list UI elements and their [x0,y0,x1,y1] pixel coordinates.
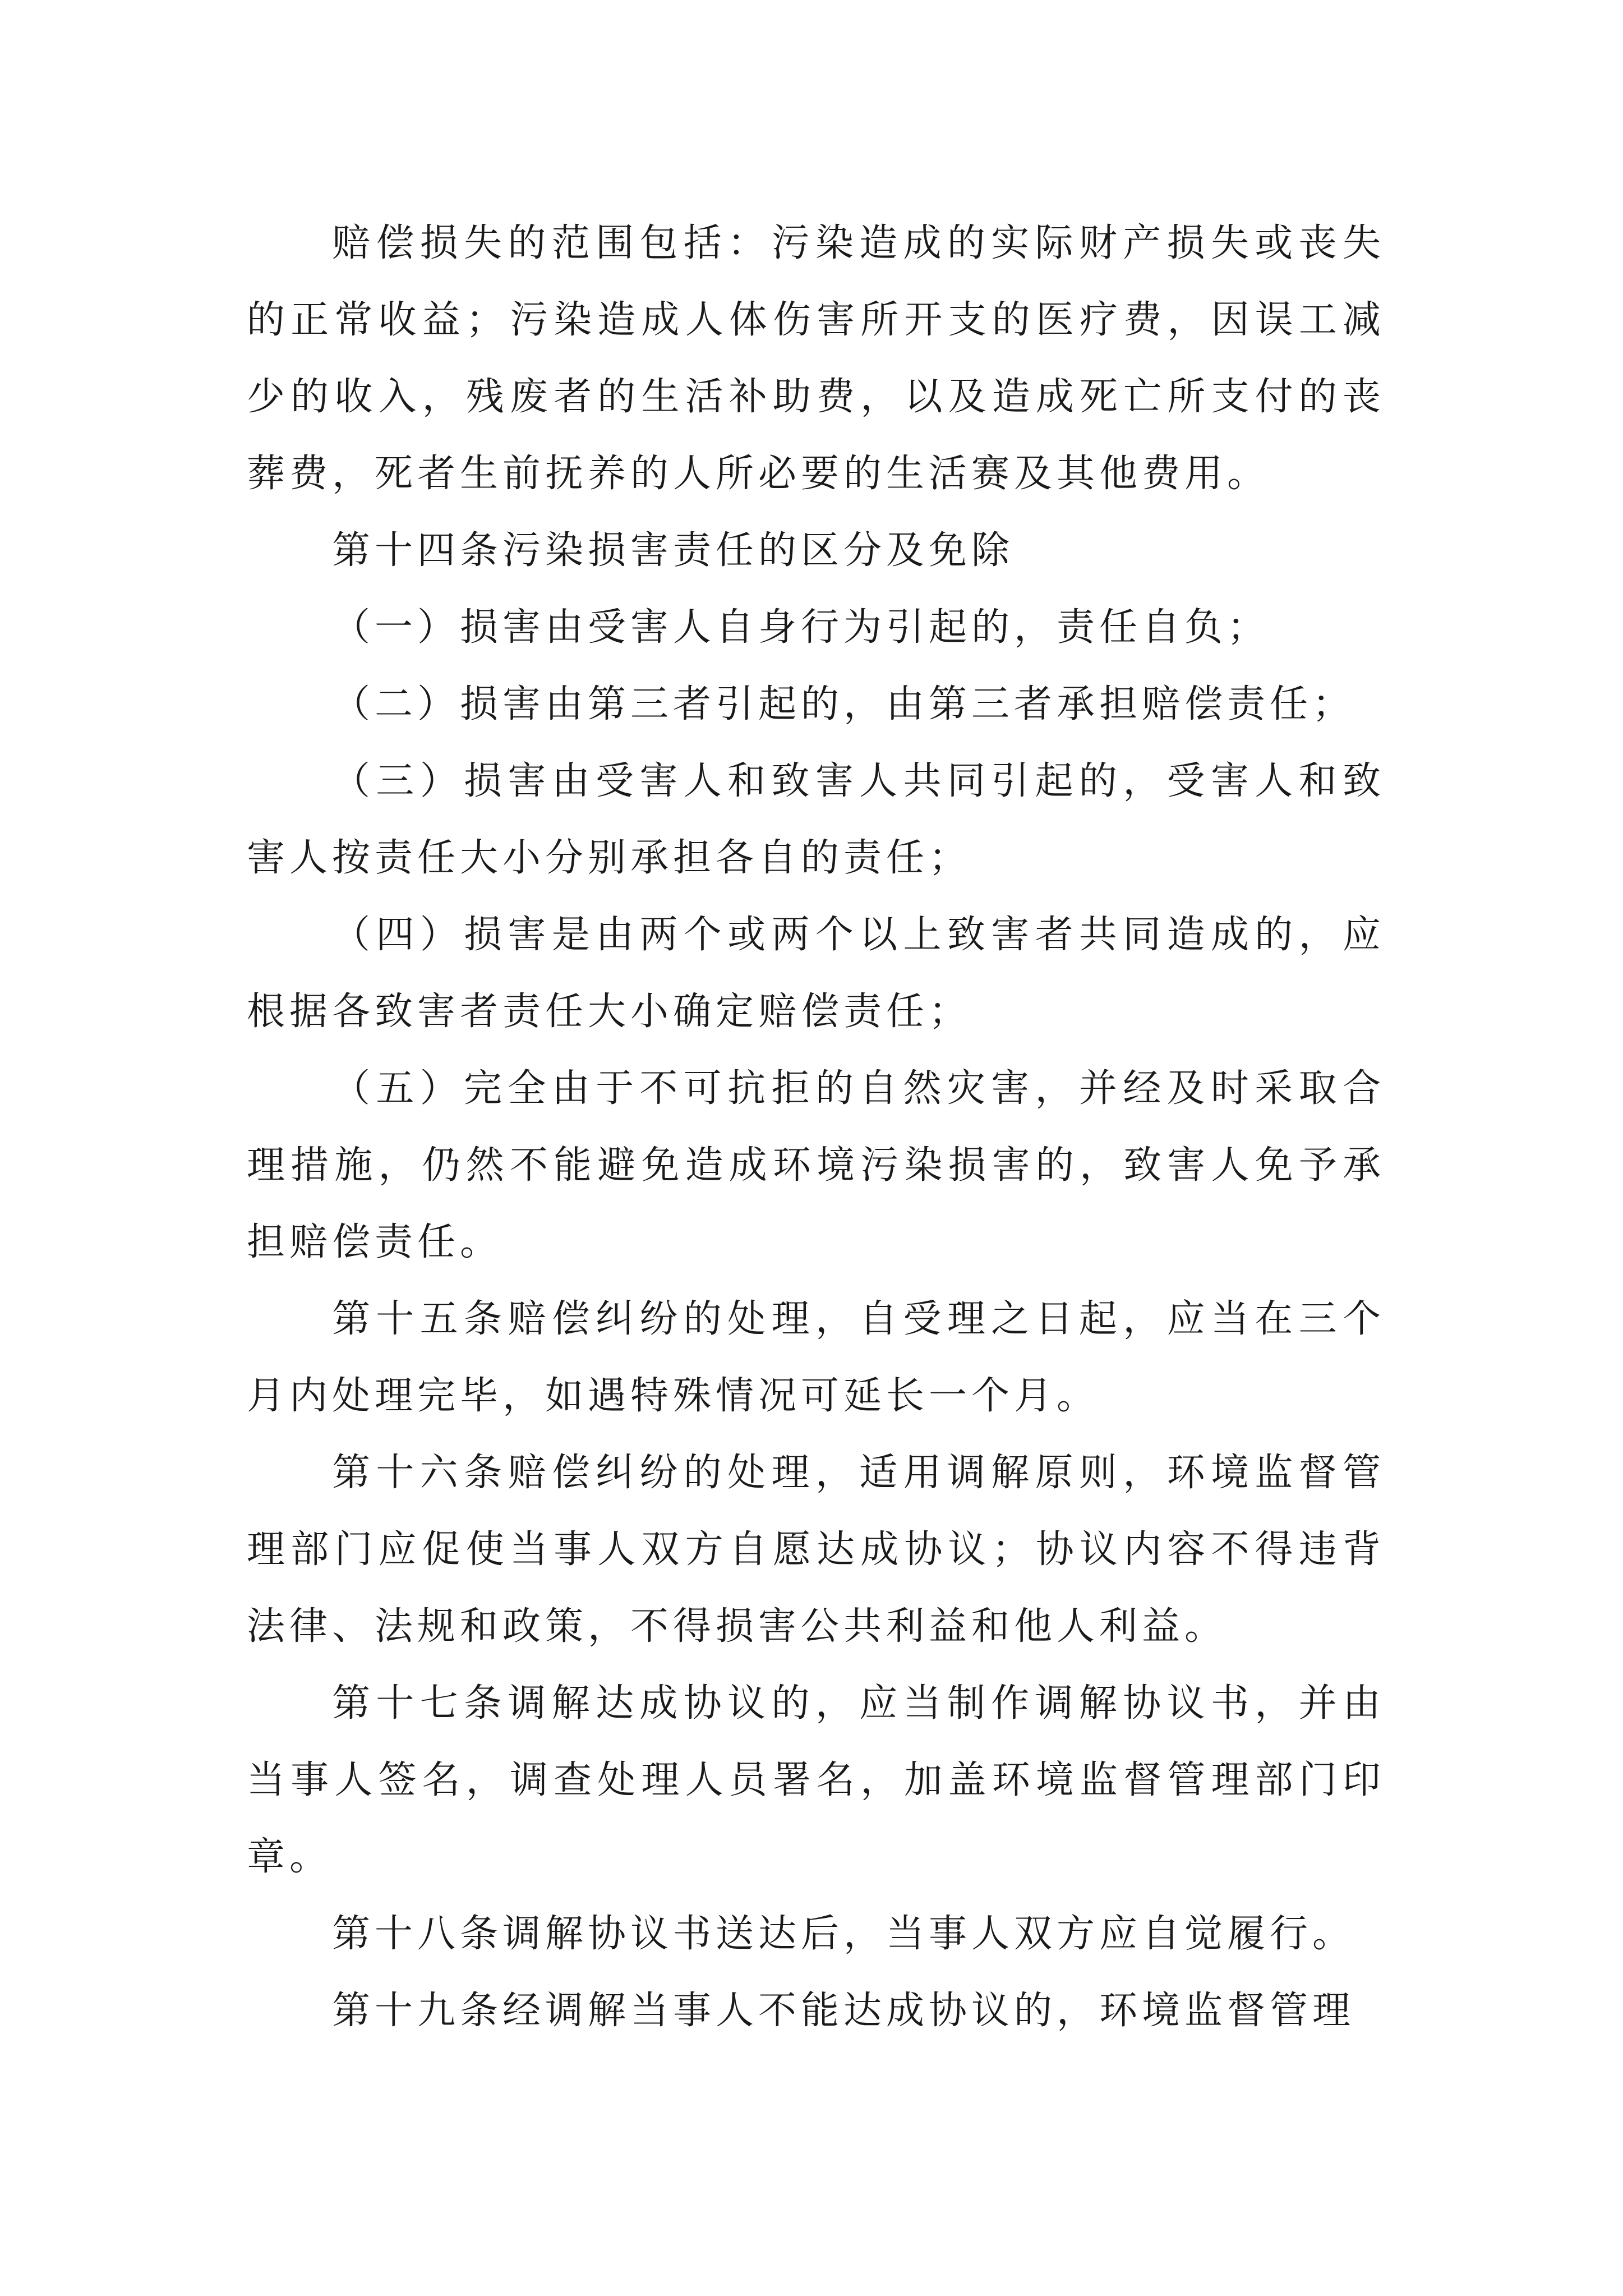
paragraph-item-2: （二）损害由第三者引起的，由第三者承担赔偿责任； [332,682,1355,726]
paragraph-article-17: 第十七条调解达成协议的，应当制作调解协议书，并由当事人签名，调查处理人员署名，加盖环境监督管理部门印章。 [247,1681,1385,1879]
paragraph-item-4: （四）损害是由两个或两个以上致害者共同造成的，应根据各致害者责任大小确定赔偿责任； [247,913,1385,1034]
paragraph-article-19: 第十九条经调解当事人不能达成协议的，环境监督管理 [332,1989,1355,2033]
paragraph-item-5: （五）完全由于不可抗拒的自然灾害，并经及时采取合理措施，仍然不能避免造成环境污染损害的，致害人免予承担赔偿责任。 [247,1066,1385,1264]
document-body [247,205,1385,2049]
paragraph-item-3: （三）损害由受害人和致害人共同引起的，受害人和致害人按责任大小分别承担各自的责任； [247,759,1385,880]
paragraph-article-18: 第十八条调解协议书送达后，当事人双方应自觉履行。 [332,1912,1355,1956]
paragraph-article-15: 第十五条赔偿纠纷的处理，自受理之日起，应当在三个月内处理完毕，如遇特殊情况可延长一个月。 [247,1297,1385,1418]
paragraph-compensation-scope: 赔偿损失的范围包括：污染造成的实际财产损失或丧失的正常收益；污染造成人体伤害所开支的医疗费，因误工减少的收入，残废者的生活补助费，以及造成死亡所支付的丧葬费，死者生前抚养的人所必要的生活赛及其他费用。 [247,221,1385,496]
paragraph-article-14-heading: 第十四条污染损害责任的区分及免除 [332,528,1015,573]
paragraph-article-16: 第十六条赔偿纠纷的处理，适用调解原则，环境监督管理部门应促使当事人双方自愿达成协议；协议内容不得违背法律、法规和政策，不得损害公共利益和他人利益。 [247,1451,1385,1649]
paragraph-item-1: （一）损害由受害人自身行为引起的，责任自负； [332,605,1270,650]
